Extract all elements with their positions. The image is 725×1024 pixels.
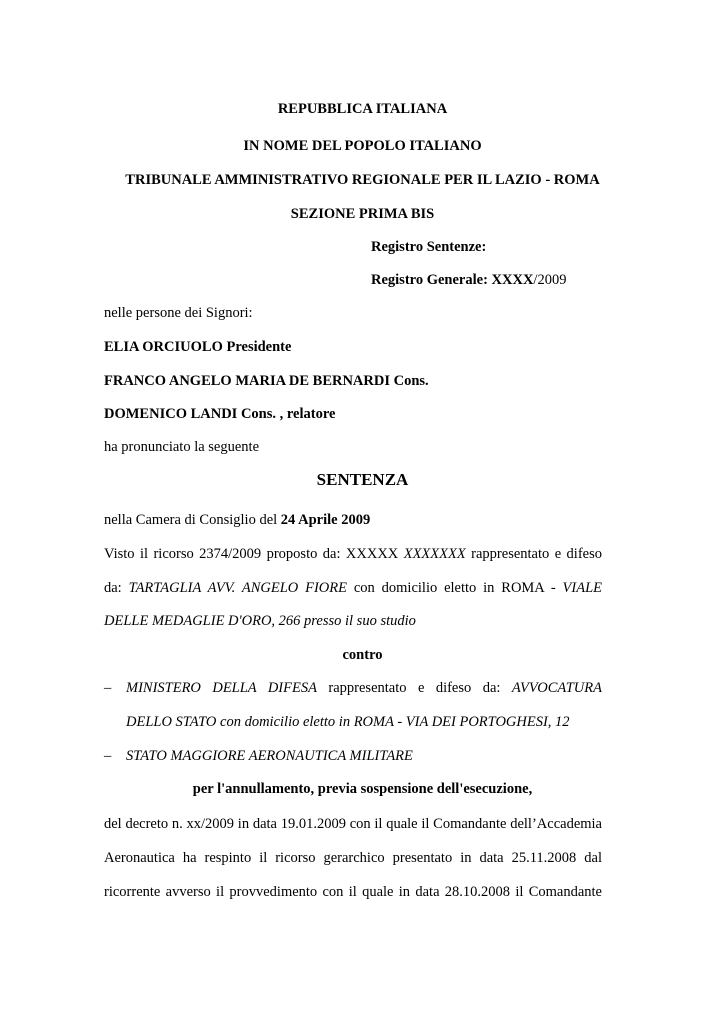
bullet1-text: rappresentato e difeso da:: [316, 680, 512, 696]
annullamento-heading: per l'annullamento, previa sospensione dell'esecuzione,: [192, 781, 533, 797]
document-title: SENTENZA: [316, 470, 409, 489]
panel-member-cons: FRANCO ANGELO MARIA DE BERNARDI Cons.: [104, 373, 429, 389]
bullet-mark-2: –: [104, 748, 112, 764]
camera-date: 24 Aprile 2009: [280, 512, 371, 528]
header-people: IN NOME DEL POPOLO ITALIANO: [243, 138, 482, 154]
panel-member-relatore: DOMENICO LANDI Cons. , relatore: [104, 406, 336, 422]
bullet1-line2: DELLO STATO con domicilio eletto in ROMA - VIA DEI PORTOGHESI, 12: [126, 714, 570, 730]
registro-sentenze: Registro Sentenze:: [371, 239, 487, 255]
panel-member-president: ELIA ORCIUOLO Presidente: [104, 339, 292, 355]
bullet2-line: STATO MAGGIORE AERONAUTICA MILITARE: [126, 748, 413, 764]
bullet1-ministry: MINISTERO DELLA DIFESA: [126, 680, 317, 696]
paragraph-line-3: ricorrente avverso il provvedimento con il quale in data 28.10.2008 il Comandante: [104, 884, 602, 900]
camera-prefix: nella Camera di Consiglio del: [104, 512, 281, 528]
domicile-text: con domicilio eletto in ROMA -: [347, 580, 563, 596]
bullet-mark-1: –: [104, 680, 112, 696]
panel-intro: nelle persone dei Signori:: [104, 305, 253, 321]
contro-heading: contro: [342, 647, 383, 663]
lawyer-prefix: da:: [104, 580, 129, 596]
address-line: DELLE MEDAGLIE D'ORO, 266 presso il suo studio: [104, 613, 416, 629]
bullet1-line1: [126, 679, 602, 697]
ricorso-name: XXXXXXX: [403, 546, 466, 562]
domicile-viale: VIALE: [562, 580, 602, 596]
header-court: TRIBUNALE AMMINISTRATIVO REGIONALE PER IL LAZIO - ROMA: [125, 172, 600, 188]
header-republic: REPUBBLICA ITALIANA: [277, 101, 448, 117]
ricorso-line: [104, 545, 602, 563]
panel-outro: ha pronunciato la seguente: [104, 439, 260, 455]
paragraph-line-2: Aeronautica ha respinto il ricorso gerarchico presentato in data 25.11.2008 dal: [104, 850, 602, 866]
paragraph-line-1: del decreto n. xx/2009 in data 19.01.2009 con il quale il Comandante dell’Accademia: [104, 816, 602, 832]
camera-line: [104, 511, 370, 529]
ricorso-text-b: rappresentato e difeso: [465, 546, 602, 562]
lawyer-name: TARTAGLIA AVV. ANGELO FIORE: [128, 580, 347, 596]
ricorso-text-a: Visto il ricorso 2374/2009 proposto da: XXXXX: [104, 546, 404, 562]
registro-generale-label: Registro Generale: XXXX: [371, 272, 534, 288]
bullet1-avvocatura: AVVOCATURA: [511, 680, 602, 696]
header-section: SEZIONE PRIMA BIS: [290, 206, 435, 222]
registro-generale-year: /2009: [533, 272, 567, 288]
lawyer-line: [104, 579, 602, 597]
registro-generale: [371, 271, 566, 289]
